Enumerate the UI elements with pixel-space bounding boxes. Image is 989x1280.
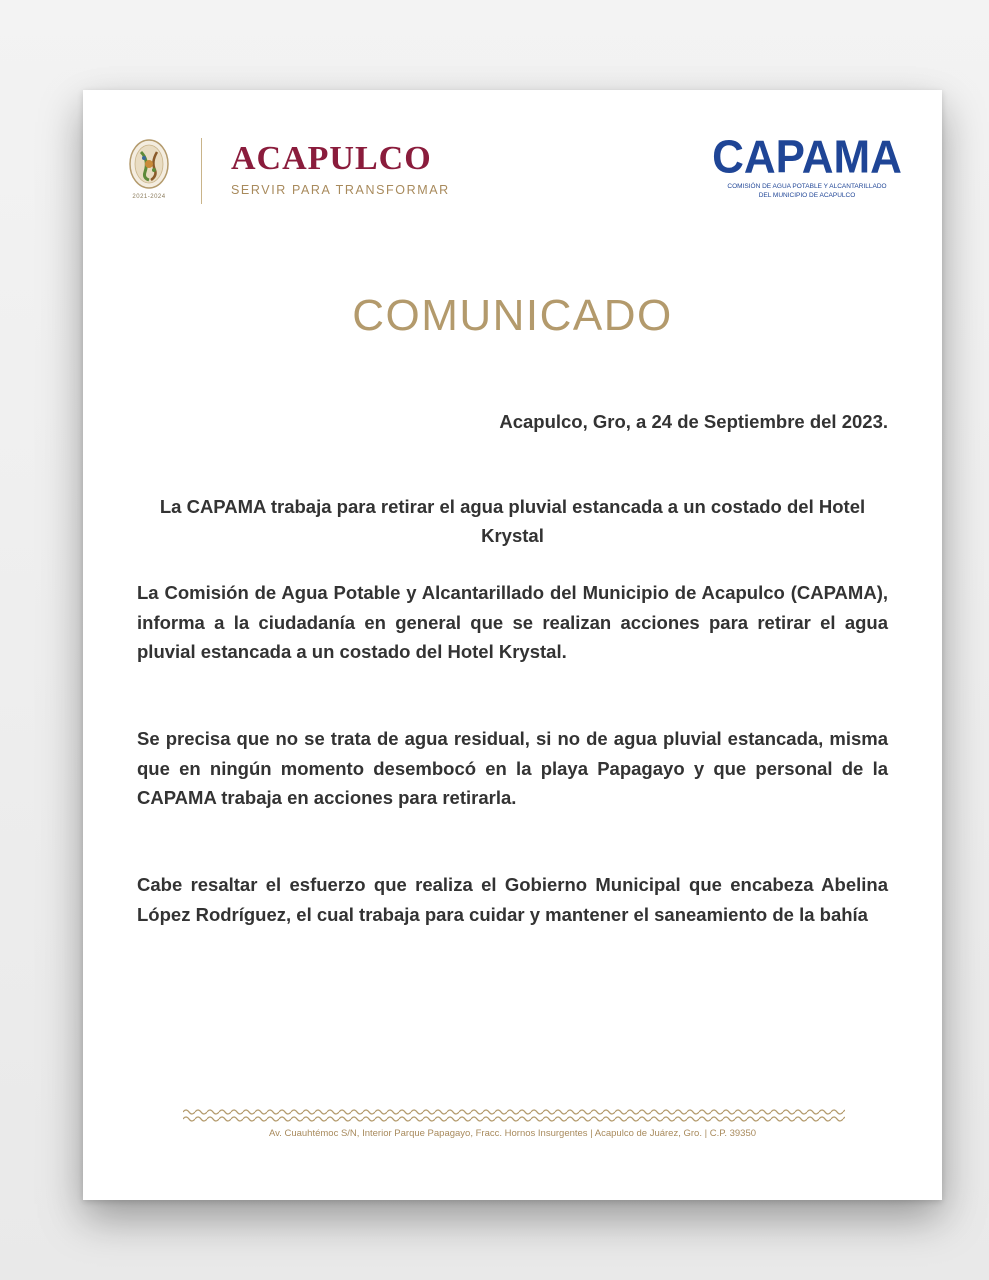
acapulco-slogan: SERVIR PARA TRANSFORMAR — [231, 183, 450, 197]
capama-subtitle-line-1: COMISIÓN DE AGUA POTABLE Y ALCANTARILLADO — [727, 183, 887, 190]
document-date: Acapulco, Gro, a 24 de Septiembre del 2023. — [499, 411, 888, 432]
paragraph-3: Cabe resaltar el esfuerzo que realiza el Gobierno Municipal que encabeza Abelina López Rodríguez, el cual trabaja para cuidar y mantener el saneamiento de la bahía — [137, 874, 888, 925]
capama-subtitle — [709, 182, 905, 200]
capama-subtitle-line-2: DEL MUNICIPIO DE ACAPULCO — [758, 192, 856, 199]
seal-years: 2021-2024 — [132, 194, 166, 200]
paragraph-1: La Comisión de Agua Potable y Alcantarillado del Municipio de Acapulco (CAPAMA), informa a la ciudadanía en general que se realizan acciones para retirar el agua pluvial estancada a un costado del Hotel Krystal. — [137, 582, 888, 662]
header-divider — [201, 138, 202, 204]
footer-address: Av. Cuauhtémoc S/N, Interior Parque Papagayo, Fracc. Hornos Insurgentes | Acapulco de Juárez, Gro. | C.P. 39350 — [268, 1128, 757, 1139]
document-headline: La CAPAMA trabaja para retirar el agua pluvial estancada a un costado del Hotel Krystal — [159, 496, 866, 546]
acapulco-name: ACAPULCO — [231, 140, 432, 177]
document-title: COMUNICADO — [352, 291, 673, 340]
paragraph-2: Se precisa que no se trata de agua residual, si no de agua pluvial estancada, misma que en ningún momento desembocó en la playa Papagayo y que personal de la CAPAMA trabaja en acciones para retirarla. — [137, 728, 888, 808]
capama-logo-block — [709, 131, 905, 206]
capama-name: CAPAMA — [712, 131, 902, 184]
document-page — [83, 90, 942, 1200]
decorative-waves-icon — [183, 1108, 845, 1122]
acapulco-logo-block — [127, 138, 450, 208]
